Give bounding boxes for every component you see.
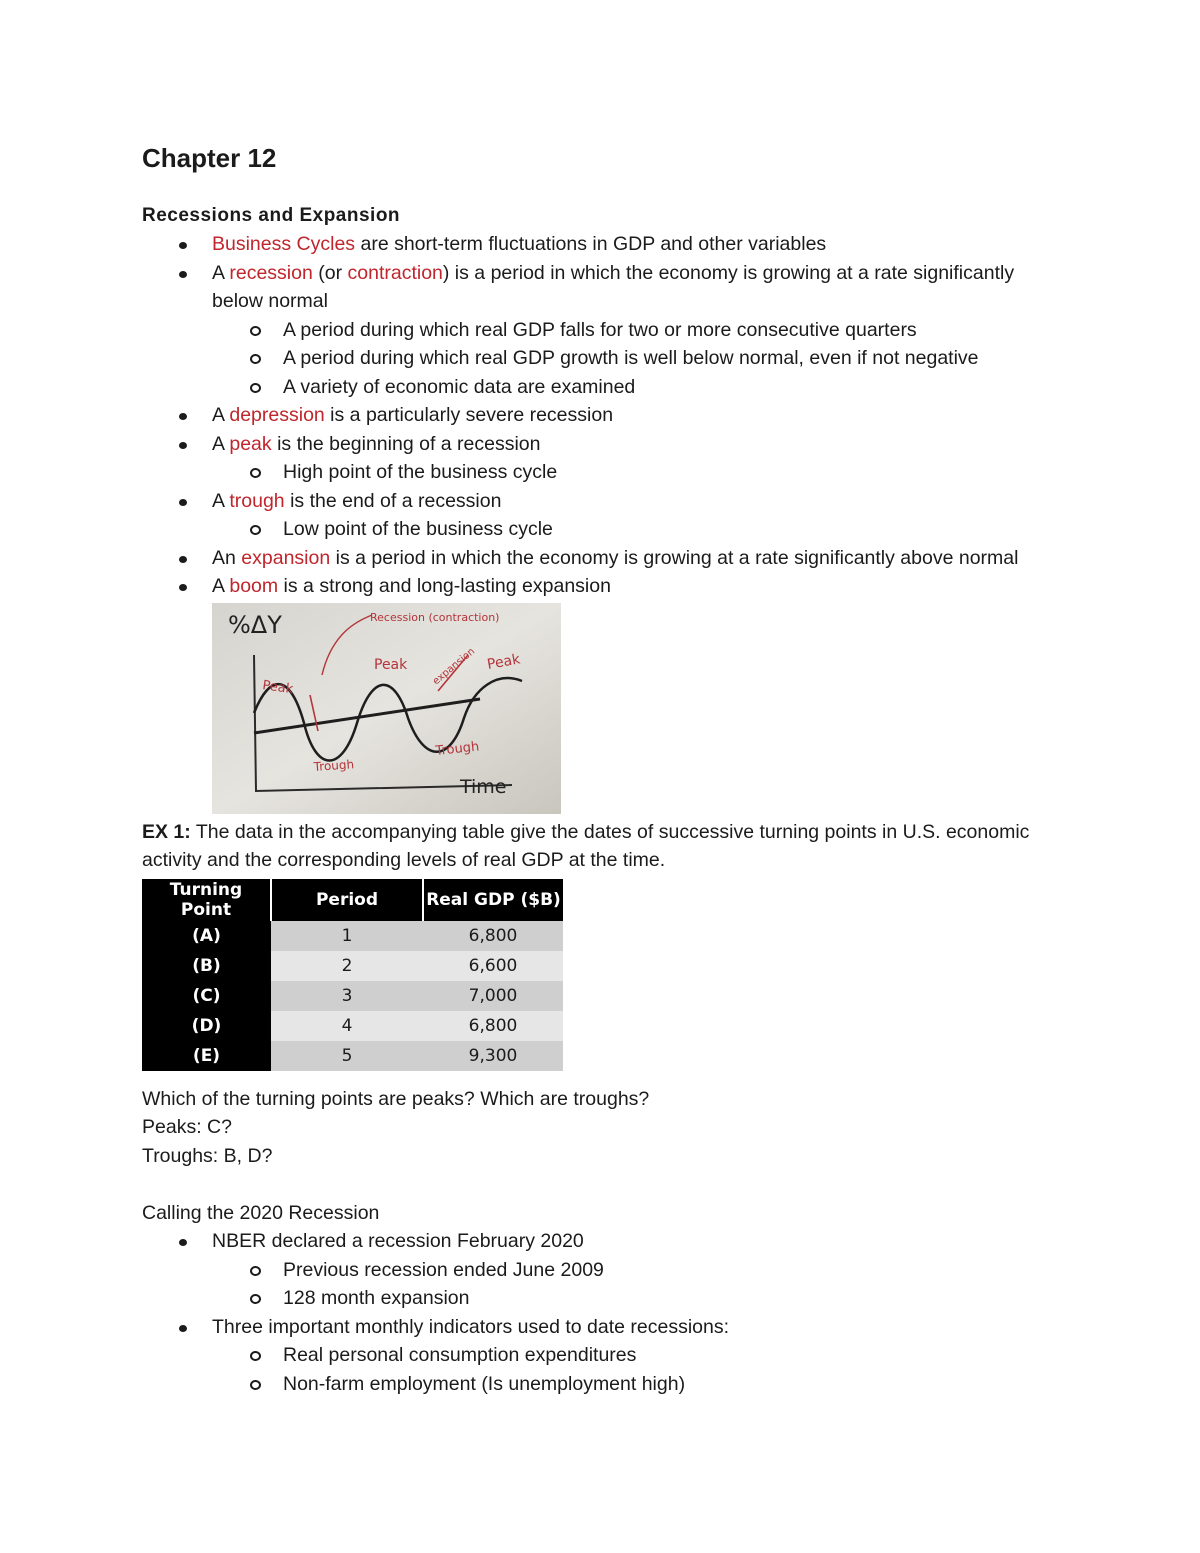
definition-text: A	[212, 489, 230, 512]
definition-text: ) is a period in which the economy is growing at a rate significantly below normal	[212, 261, 1015, 312]
definition-text: is a period in which the economy is growing at a rate significantly above normal	[330, 546, 1019, 569]
period-cell: 2	[271, 951, 423, 981]
gdp-cell: 6,600	[423, 951, 563, 981]
peak-label: Peak	[485, 650, 522, 673]
sub-list-item: Real personal consumption expenditures	[142, 1341, 1062, 1370]
definition-text: (or	[312, 261, 348, 284]
term-depression: depression	[229, 404, 325, 426]
chapter-title: Chapter 12	[142, 143, 277, 173]
term-peak: peak	[229, 432, 272, 455]
list-item	[142, 1313, 1062, 1399]
list-item	[142, 544, 1062, 573]
list-item	[142, 430, 1062, 487]
blank-line	[142, 1170, 1062, 1199]
table-header-row	[142, 879, 563, 921]
sub-list-item: Previous recession ended June 2009	[142, 1256, 1062, 1285]
definition-text: A	[212, 575, 230, 597]
gdp-cell: 7,000	[423, 981, 563, 1011]
example-text: The data in the accompanying table give the dates of successive turning points in U.S. economic activity and the corresponding levels of real GDP at the time.	[142, 820, 1030, 871]
term-boom: boom	[229, 575, 279, 597]
list-item-text: Three important monthly indicators used to date recessions:	[212, 1315, 730, 1338]
section-heading-2020-recession: Calling the 2020 Recession	[142, 1201, 380, 1224]
section-heading-recessions: Recessions and Expansion	[142, 205, 401, 226]
example-1-prompt	[142, 818, 1062, 875]
sub-list-item: High point of the business cycle	[142, 458, 1062, 487]
definition-text: A	[212, 432, 230, 455]
period-cell: 1	[271, 921, 423, 951]
gdp-cell: 6,800	[423, 921, 563, 951]
sub-list-item: A period during which real GDP growth is well below normal, even if not negative	[142, 344, 1062, 373]
x-axis-label: Time	[460, 775, 507, 798]
recession-definitions-list	[142, 230, 1062, 601]
table-row	[142, 981, 563, 1011]
peaks-answer: Peaks: C?	[142, 1116, 232, 1138]
troughs-answer: Troughs: B, D?	[142, 1144, 273, 1167]
example-label: EX 1:	[142, 820, 191, 843]
list-item-text: NBER declared a recession February 2020	[212, 1230, 584, 1252]
turning-point-cell: (C)	[142, 981, 271, 1011]
trough-label: Trough	[313, 756, 355, 774]
term-expansion: expansion	[241, 546, 331, 569]
list-item	[142, 259, 1062, 402]
list-item	[142, 572, 1062, 601]
document-page	[142, 138, 1062, 1398]
definition-text: is a strong and long-lasting expansion	[278, 575, 611, 597]
definition-text: An	[212, 546, 242, 569]
sub-list-item: A variety of economic data are examined	[142, 373, 1062, 402]
sub-list-item: Low point of the business cycle	[142, 515, 1062, 544]
table-row	[142, 1041, 563, 1071]
recession-label: Recession (contraction)	[370, 610, 500, 624]
gdp-cell: 9,300	[423, 1041, 563, 1071]
definition-text: is the end of a recession	[284, 489, 502, 512]
column-header: Period	[271, 879, 423, 921]
list-item	[142, 487, 1062, 544]
definition-text: is a particularly severe recession	[324, 404, 614, 426]
column-header: Real GDP ($B)	[423, 879, 563, 921]
list-item	[142, 401, 1062, 430]
term-recession: recession	[229, 261, 313, 284]
column-header: Turning Point	[142, 879, 271, 921]
period-cell: 3	[271, 981, 423, 1011]
recession-2020-list	[142, 1227, 1062, 1398]
sub-list	[212, 316, 1062, 402]
definition-text: A	[212, 404, 230, 426]
sub-list	[212, 515, 1062, 544]
term-business-cycles: Business Cycles	[212, 233, 356, 255]
sub-list-item: 128 month expansion	[142, 1284, 1062, 1313]
sub-list	[212, 458, 1062, 487]
question-text: Which of the turning points are peaks? Which are troughs?	[142, 1087, 650, 1110]
turning-point-cell: (E)	[142, 1041, 271, 1071]
term-contraction: contraction	[347, 261, 443, 284]
business-cycle-sketch	[212, 603, 561, 814]
turning-points-table	[142, 879, 563, 1071]
turning-point-cell: (B)	[142, 951, 271, 981]
peak-label: Peak	[374, 656, 408, 673]
sub-list-item: Non-farm employment (Is unemployment high)	[142, 1370, 1062, 1399]
definition-text: are short-term fluctuations in GDP and other variables	[355, 233, 827, 255]
period-cell: 4	[271, 1011, 423, 1041]
sub-list	[212, 1341, 1062, 1398]
turning-point-cell: (D)	[142, 1011, 271, 1041]
y-axis-label: %ΔY	[228, 610, 282, 639]
term-trough: trough	[229, 489, 285, 512]
table-row	[142, 921, 563, 951]
sub-list	[212, 1256, 1062, 1313]
gdp-cell: 6,800	[423, 1011, 563, 1041]
list-item	[142, 230, 1062, 259]
definition-text: is the beginning of a recession	[271, 432, 541, 455]
trough-label: Trough	[434, 738, 480, 759]
sub-list-item: A period during which real GDP falls for two or more consecutive quarters	[142, 316, 1062, 345]
definition-text: A	[212, 261, 230, 284]
table-row	[142, 1011, 563, 1041]
table-row	[142, 951, 563, 981]
expansion-label: expansion	[430, 645, 478, 687]
list-item	[142, 1227, 1062, 1313]
peak-label: Peak	[261, 677, 295, 697]
period-cell: 5	[271, 1041, 423, 1071]
turning-point-cell: (A)	[142, 921, 271, 951]
